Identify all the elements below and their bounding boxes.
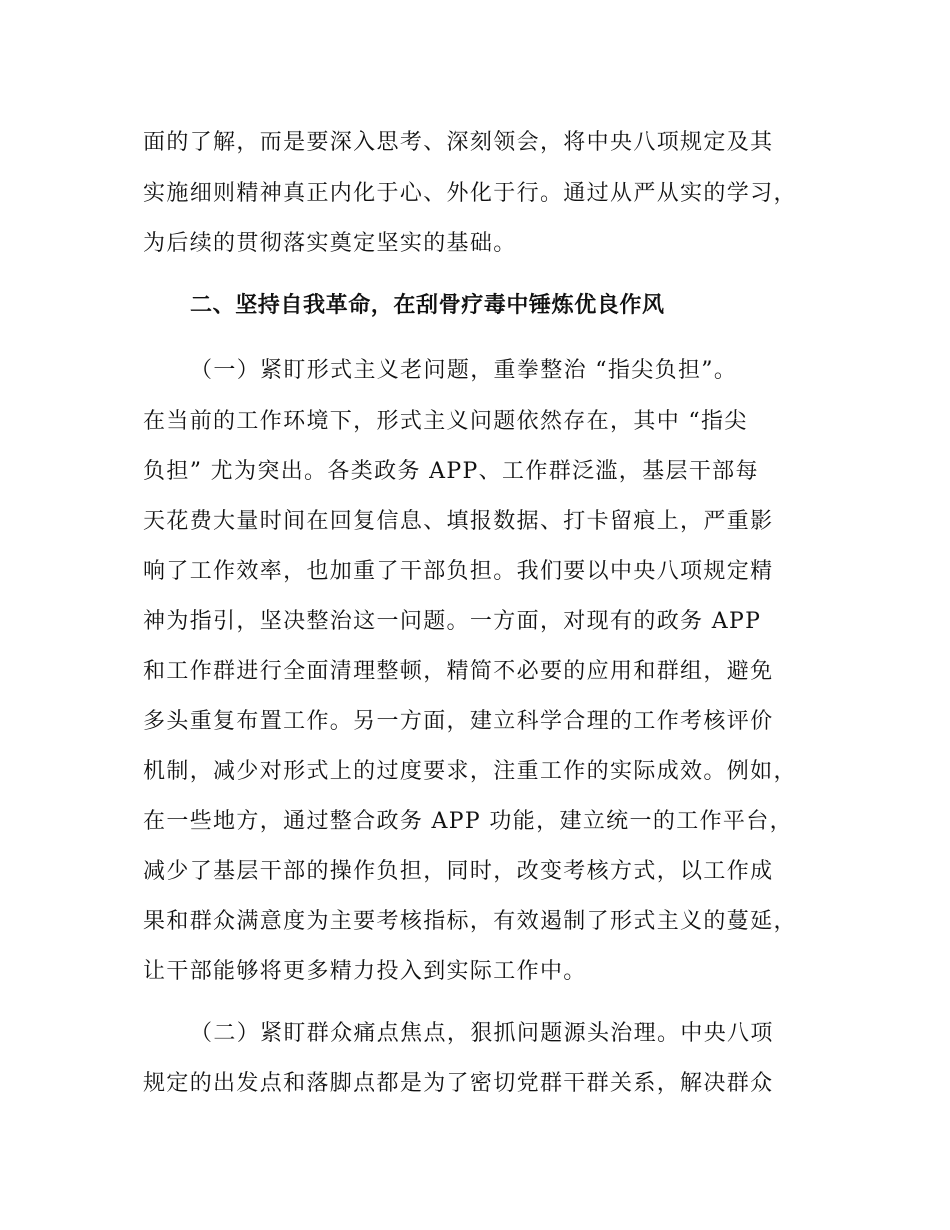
paragraph-2-line-4: 天花费大量时间在回复信息、填报数据、打卡留痕上，严重影	[143, 509, 774, 534]
section-heading: 二、坚持自我革命，在刮骨疗毒中锤炼优良作风	[190, 293, 665, 318]
paragraph-2-line-6: 神为指引，坚决整治这一问题。一方面，对现有的政务 APP	[143, 609, 762, 634]
paragraph-2-line-9: 机制，减少对形式上的过度要求，注重工作的实际成效。例如，	[143, 759, 797, 784]
paragraph-2-line-12: 果和群众满意度为主要考核指标，有效遏制了形式主义的蔓延，	[143, 909, 797, 934]
paragraph-2-line-2: 在当前的工作环境下，形式主义问题依然存在，其中 “指尖	[143, 409, 748, 434]
paragraph-2-line-5: 响了工作效率，也加重了干部负担。我们要以中央八项规定精	[143, 559, 774, 584]
paragraph-2-line-1: （一）紧盯形式主义老问题，重拳整治 “指尖负担”。	[190, 358, 738, 383]
paragraph-2-line-13: 让干部能够将更多精力投入到实际工作中。	[143, 959, 587, 984]
paragraph-2-line-3: 负担” 尤为突出。各类政务 APP、工作群泛滥，基层干部每	[143, 459, 759, 484]
paragraph-2-line-11: 减少了基层干部的操作负担，同时，改变考核方式，以工作成	[143, 859, 774, 884]
paragraph-2-line-7: 和工作群进行全面清理整顿，精简不必要的应用和群组，避免	[143, 659, 774, 684]
paragraph-1-line-1: 面的了解，而是要深入思考、深刻领会，将中央八项规定及其	[143, 130, 774, 155]
paragraph-3-line-1: （二）紧盯群众痛点焦点，狠抓问题源头治理。中央八项	[190, 1021, 774, 1046]
paragraph-2-line-8: 多头重复布置工作。另一方面，建立科学合理的工作考核评价	[143, 709, 774, 734]
paragraph-2-line-10: 在一些地方，通过整合政务 APP 功能，建立统一的工作平台，	[143, 809, 793, 834]
paragraph-3-line-2: 规定的出发点和落脚点都是为了密切党群干群关系，解决群众	[143, 1071, 774, 1096]
paragraph-1-line-2: 实施细则精神真正内化于心、外化于行。通过从严从实的学习，	[143, 181, 797, 206]
paragraph-1-line-3: 为后续的贯彻落实奠定坚实的基础。	[143, 231, 517, 256]
